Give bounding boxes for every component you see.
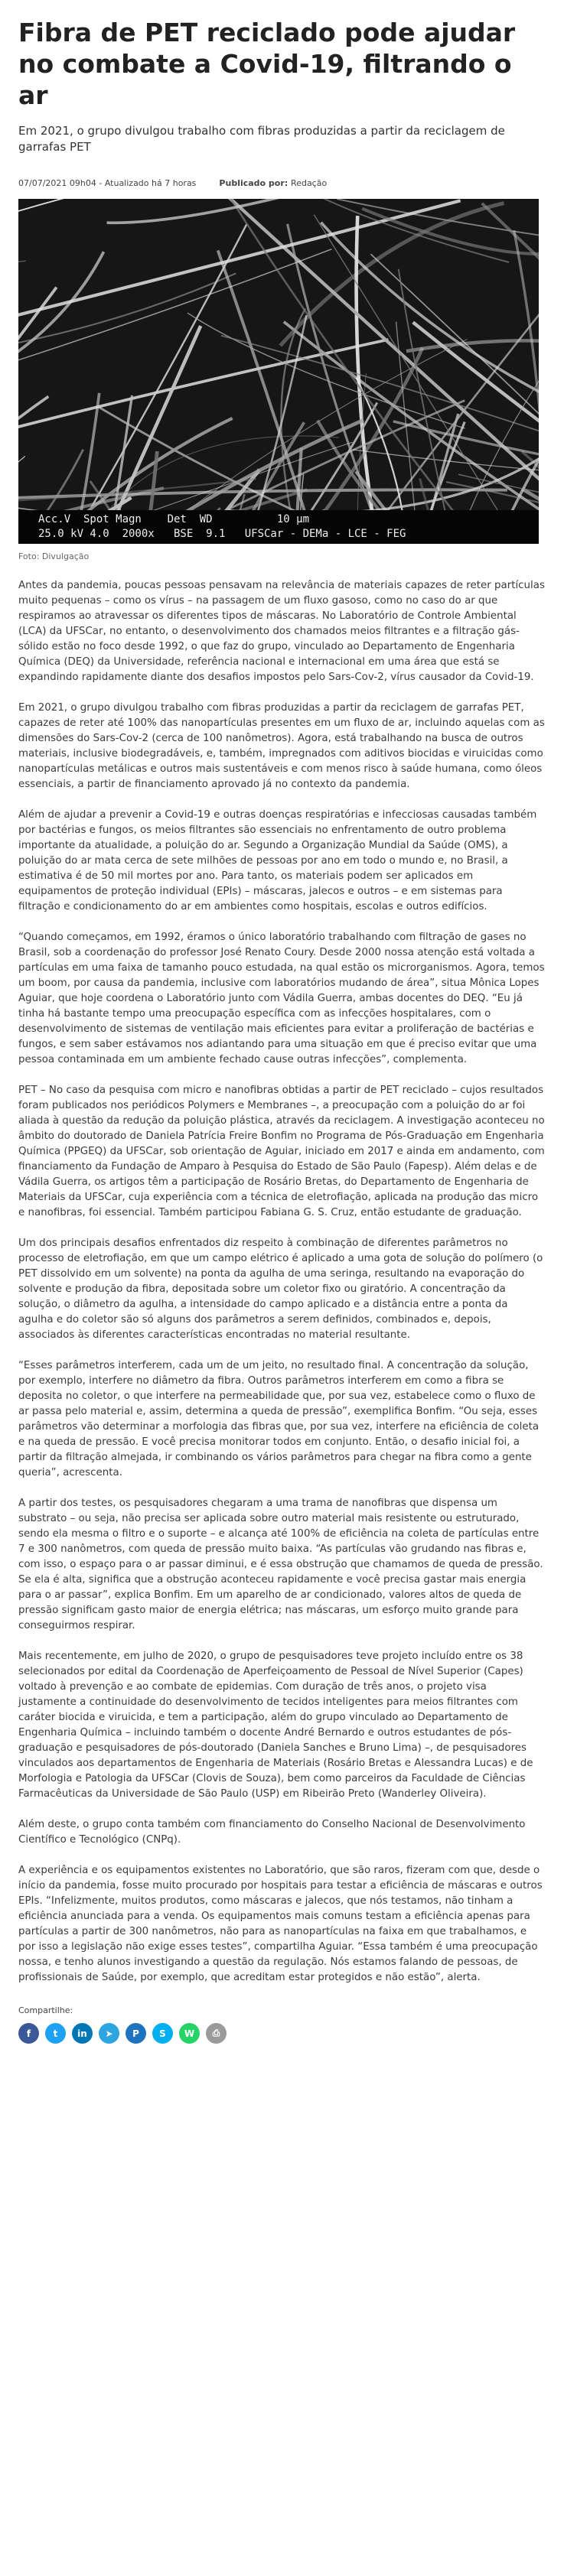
article-subtitle: Em 2021, o grupo divulgou trabalho com fibras produzidas a partir da reciclagem de garrafas PET <box>18 124 505 154</box>
article-title: Fibra de PET reciclado pode ajudar no combate a Covid-19, filtrando o ar <box>18 18 516 110</box>
article-paragraph: Além de ajudar a prevenir a Covid-19 e outras doenças respiratórias e infecciosas causadas também por bactérias e fungos, os meios filtrantes são essenciais no enfrentamento de outro problema importante da atualidade, a poluição do ar. Segundo a Organização Mundial da Saúde (OMS), a poluição do ar mata cerca de sete milhões de pessoas por ano em todo o mundo e, no Brasil, a estimativa é de 50 mil mortes por ano. Para tanto, os materiais podem ser aplicados em equipamentos de proteção individual (EPIs) – máscaras, jalecos e outros – e em sistemas para filtração e condicionamento do ar em ambientes como hospitais, escolas e outros edifícios. <box>18 809 537 912</box>
skype-icon: S <box>159 2028 166 2039</box>
share-telegram-button[interactable] <box>99 2023 119 2044</box>
published-by <box>219 178 327 188</box>
article-paragraph: A experiência e os equipamentos existentes no Laboratório, que são raros, fizeram com que, desde o início da pandemia, fosse muito procurado por hospitais para testar a eficiência de máscaras e outros EPIs. “Infelizmente, muitos produtos, como máscaras e jalecos, que nós testamos, não tinham a eficiência anunciada para a venda. Os equipamentos mais comuns testam a eficiência apenas para partículas a partir de 300 nanômetros, não para as nanopartículas na faixa em que trabalhamos, e por isso a legislação não exige esses testes”, compartilha Aguiar. “Essa também é uma preocupação nossa, e tenho alunos investigando a questão da regulação. Nós estamos falando de pessoas, de profissionais de Saúde, por exemplo, que acreditam estar protegidos e não estão”, alerta. <box>18 1865 543 1983</box>
share-facebook-button[interactable] <box>18 2023 39 2044</box>
article-paragraph: “Esses parâmetros interferem, cada um de um jeito, no resultado final. A concentração da solução, por exemplo, interfere no diâmetro da fibra. Outros parâmetros interferem em como a fibra se deposita no coletor, o que interfere na permeabilidade que, por sua vez, estabelece como o fluxo de ar passa pelo material e, assim, determina a queda de pressão”, exemplifica Bonfim. “Ou seja, esses parâmetros vão determinar a morfologia das fibras que, por sua vez, interfere na eficiência de coleta e na queda de pressão. E você precisa monitorar todos em conjunto. Então, o desafio inicial foi, a partir da filtração almejada, ir combinando os vários parâmetros para chegar na fibra como a gente queria”, acrescenta. <box>18 1360 540 1478</box>
article-paragraph: Um dos principais desafios enfrentados diz respeito à combinação de diferentes parâmetros no processo de eletrofiação, em que um campo elétrico é aplicado a uma gota de solução do polímero (o PET dissolvido em um solvente) na ponta da agulha de uma seringa, resultando na evaporação do solvente e produção da fibra, depositada sobre um coletor fixo ou giratório. A concentração da solução, o diâmetro da agulha, a intensidade do campo aplicado e a distância entre a ponta da agulha e do coletor são só alguns dos parâmetros a serem definidos, combinados e, depois, associados às diferentes características encontradas no material resultante. <box>18 1238 543 1341</box>
article-body <box>18 578 546 1986</box>
article-paragraph: PET – No caso da pesquisa com micro e nanofibras obtidas a partir de PET reciclado – cujos resultados foram publicados nos periódicos Polymers e Membranes –, a preocupação com a poluição do ar foi aliada à questão da redução da poluição plástica, através da reciclagem. A investigação aconteceu no âmbito do doutorado de Daniela Patrícia Freire Bonfim no Programa de Pós-Graduação em Engenharia Química (PPGEQ) da UFSCar, sob orientação de Aguiar, iniciado em 2017 e ainda em andamento, com financiamento da Fundação de Amparo à Pesquisa do Estado de São Paulo (Fapesp). Além delas e de Vádila Guerra, os artigos têm a participação de Rosário Bretas, do Departamento de Engenharia de Materiais da UFSCar, cuja experiência com a técnica de eletrofiação, aplicada na produção das micro e nanofibras, foi essencial. Também participou Fabiana G. S. Cruz, então estudante de graduação. <box>18 1085 545 1218</box>
published-by-author[interactable]: Redação <box>291 178 328 188</box>
micrograph-info-line-1: Acc.V Spot Magn Det WD 10 μm <box>38 513 310 525</box>
published-by-label: Publicado por: <box>219 178 289 188</box>
share-buttons <box>18 2023 546 2044</box>
pocket-icon: P <box>132 2028 139 2039</box>
article-meta <box>18 178 546 188</box>
share-pocket-button[interactable] <box>126 2023 146 2044</box>
share-whatsapp-button[interactable] <box>179 2023 200 2044</box>
article-paragraph: Em 2021, o grupo divulgou trabalho com fibras produzidas a partir da reciclagem de garrafas PET, capazes de reter até 100% das nanopartículas presentes em um fluxo de ar, incluindo aquelas com as dimensões do Sars-Cov-2 (cerca de 100 nanômetros). Agora, está trabalhando na busca de outros materiais, inclusive biodegradáveis, e, também, impregnados com aditivos biocidas e viruicidas como nanopartículas metálicas e outros mais sustentáveis e com menos risco à saúde humana, como óleos essenciais, a partir de financiamento aprovado já no contexto da pandemia. <box>18 702 545 790</box>
article-paragraph: Além deste, o grupo conta também com financiamento do Conselho Nacional de Desenvolvimento Científico e Tecnológico (CNPq). <box>18 1819 526 1846</box>
micrograph-info-band <box>18 510 539 544</box>
facebook-icon: f <box>26 2028 31 2039</box>
share-twitter-button[interactable] <box>45 2023 66 2044</box>
share-linkedin-button[interactable] <box>72 2023 93 2044</box>
print-icon: ⎙ <box>212 2028 220 2038</box>
article-paragraph: Antes da pandemia, poucas pessoas pensavam na relevância de materiais capazes de reter partículas muito pequenas – como os vírus – na passagem de um fluxo gasoso, como no caso do ar que respiramos ao atravessar os diferentes tipos de máscaras. No Laboratório de Controle Ambiental (LCA) da UFSCar, no entanto, o desenvolvimento dos chamados meios filtrantes e a filtração gás-sólido estão no foco desde 1992, o que faz do grupo, vinculado ao Departamento de Engenharia Química (DEQ) da Universidade, referência nacional e internacional em uma área que está se expandindo rapidamente diante dos desafios impostos pelo Sars-Cov-2, vírus causador da Covid-19. <box>18 580 545 683</box>
article-photo <box>18 199 539 544</box>
share-label: Compartilhe: <box>18 2005 73 2015</box>
micrograph-info-line-2: 25.0 kV 4.0 2000x BSE 9.1 UFSCar - DEMa - LCE - FEG <box>38 528 406 540</box>
article-paragraph: Mais recentemente, em julho de 2020, o grupo de pesquisadores teve projeto incluído entre os 38 selecionados por edital da Coordenação de Aperfeiçoamento de Pessoal de Nível Superior (Capes) voltado à prevenção e ao combate de epidemias. Com duração de três anos, o projeto visa justamente a continuidade do desenvolvimento de tecidos inteligentes para meios filtrantes com caráter biocida e viruicida, e tem a participação, além do grupo vinculado ao Departamento de Engenharia Química – incluindo também o docente André Bernardo e outros estudantes de pós-graduação e pesquisadores de pós-doutorado (Daniela Sanches e Bruno Lima) –, de pesquisadores vinculados aos departamentos de Engenharia de Materiais (Rosário Bretas e Alessandra Lucas) e de Morfologia e Patologia da UFSCar (Clovis de Souza), bem como parceiros da Faculdade de Ciências Farmacêuticas da Universidade de São Paulo (USP) em Ribeirão Preto (Wanderley Oliveira). <box>18 1651 533 1800</box>
article-paragraph: A partir dos testes, os pesquisadores chegaram a uma trama de nanofibras que dispensa um substrato – ou seja, não precisa ser aplicada sobre outro material mais resistente ou estruturado, sendo ela mesma o filtro e o suporte – e alcança até 100% de eficiência na coleta de partículas entre 7 e 300 nanômetros, com queda de pressão muito baixa. “As partículas vão grudando nas fibras e, com isso, o espaço para o ar passar diminui, e é essa obstrução que chamamos de queda de pressão. Se ela é alta, significa que a obstrução aconteceu rapidamente e você precisa gastar mais energia para o ar passar”, explica Bonfim. Em um aparelho de ar condicionado, valores altos de queda de pressão significam gasto maior de energia elétrica; nas máscaras, um esforço muito grande para conseguirmos respirar. <box>18 1498 543 1631</box>
twitter-icon: t <box>53 2028 58 2039</box>
fiber-micrograph <box>18 199 539 510</box>
share-skype-button[interactable] <box>152 2023 173 2044</box>
whatsapp-icon: W <box>184 2028 195 2039</box>
share-print-button[interactable] <box>206 2023 227 2044</box>
telegram-icon: ➤ <box>105 2028 113 2039</box>
publish-date: 07/07/2021 09h04 - Atualizado há 7 horas <box>18 178 197 188</box>
linkedin-icon: in <box>77 2028 87 2039</box>
article-paragraph: “Quando começamos, em 1992, éramos o único laboratório trabalhando com filtração de gases no Brasil, sob a coordenação do professor José Renato Coury. Desde 2000 nossa atenção está voltada a partículas em uma faixa de tamanho pouco estudada, na qual estão os microrganismos. Agora, temos um boom, por causa da pandemia, inclusive com laboratórios mudando de área”, situa Mônica Lopes Aguiar, que hoje coordena o Laboratório junto com Vádila Guerra, ambas docentes do DEQ. “Eu já tinha há bastante tempo uma preocupação específica com as infecções hospitalares, com o desenvolvimento de sistemas de ventilação mais eficientes para evitar a proliferação de bactérias e fungos, e sem saber estávamos nos adiantando para uma situação em que é preciso evitar que uma pessoa contaminada em um ambiente fechado cause outras infecções”, complementa. <box>18 932 545 1065</box>
photo-caption: Foto: Divulgação <box>18 551 90 561</box>
